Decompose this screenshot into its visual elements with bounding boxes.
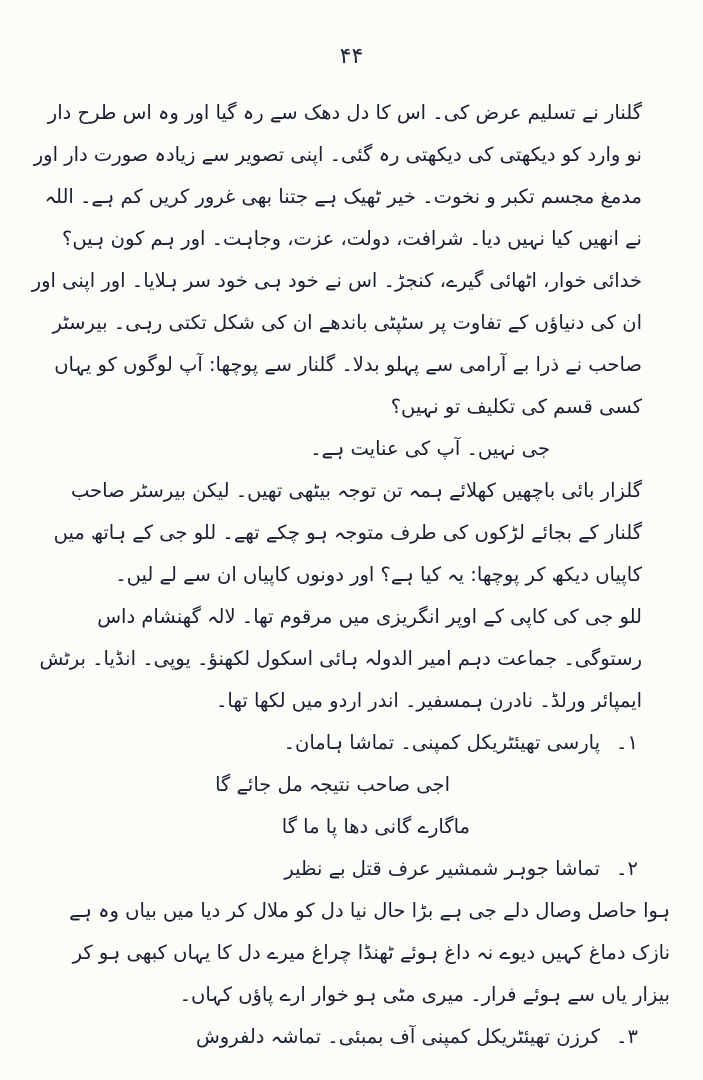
verse-line-1: اجی صاحب نتیجہ مل جائے گا: [215, 773, 450, 796]
list-item-1: [30, 722, 670, 764]
list-item-2: [30, 848, 670, 890]
paragraph-1: گلنار نے تسلیم عرض کی۔ اس کا دل دھک سے رہ گیا اور وہ اس طرح دار نو وارد کو دیکھتی کی دیکھتی رہ گئی۔ اپنی تصویر سے زیادہ صورت دار اور مدمغ مجسم تکبر و نخوت۔ خیر ٹھیک ہے جتنا بھی غرور کریں کم ہے۔ اللہ نے انھیں کیا نہیں دیا۔ شرافت، دولت، عزت، وجاہت۔ اور ہم کون ہیں؟ خدائی خوار، اٹھائی گیرے، کنجڑ۔ اس نے خود ہی خود سر ہلایا۔ اور اپنی اور ان کی دنیاؤں کے تفاوت پر سٹپٹی باندھے ان کی شکل تکتی رہی۔ بیرسٹر صاحب نے ذرا بے آرامی سے پہلو بدلا۔ گلنار سے پوچھا: آپ لوگوں کو یہاں کسی قسم کی تکلیف تو نہیں؟: [31, 101, 642, 418]
list-item-1-number: ۱۔: [616, 731, 638, 754]
verse-line-2: ماگارے گانی دھا پا ما گا: [281, 815, 470, 838]
list-item-3-number: ۳۔: [616, 1025, 638, 1048]
list-item-2-text: تماشا جوہر شمشیر عرف قتل بے نظیر: [284, 857, 600, 880]
list-item-3: [30, 1016, 670, 1058]
list-item-1-text: پارسی تھیئٹریکل کمپنی۔ تماشا ہامان۔: [283, 731, 600, 754]
page-number: ۴۴: [339, 44, 364, 69]
paragraph-4: ہوا حاصل وصال دلے جی ہے بڑا حال نیا دل کو ملال کر دیا میں بیاں وہ ہے نازک دماغ کہیں دیوے نہ داغ ہوئے ٹھنڈا چراغ میرے دل کا یہاں کبھی ہو کر بیزار یاں سے ہوئے فرار۔ میری مٹی ہو خوار ارے پاؤں کہاں۔: [69, 899, 670, 1006]
list-item-3-text: کرزن تھیئٹریکل کمپنی آف بمبئی۔ تماشہ دلفروش: [196, 1025, 600, 1048]
quote-line: جی نہیں۔ آپ کی عنایت ہے۔: [310, 437, 550, 460]
page-text: [30, 92, 670, 1058]
paragraph-2: گلزار بائی باچھیں کھلائے ہمہ تن توجہ بیٹھی تھیں۔ لیکن بیرسٹر صاحب گلنار کے بجائے لڑکوں کی طرف متوجہ ہو چکے تھے۔ للو جی کے ہاتھ میں کاپیاں دیکھ کر پوچھا: یہ کیا ہے؟ اور دونوں کاپیاں ان سے لے لیں۔: [53, 479, 642, 586]
paragraph-3: للو جی کی کاپی کے اوپر انگریزی میں مرقوم تھا۔ لالہ گھنشام داس رستوگی۔ جماعت دہم امیر الدولہ ہائی اسکول لکھنؤ۔ یوپی۔ انڈیا۔ برٹش ایمپائر ورلڈ۔ نادرن ہمسفیر۔ اندر اردو میں لکھا تھا۔: [39, 605, 642, 712]
list-item-2-number: ۲۔: [616, 857, 638, 880]
